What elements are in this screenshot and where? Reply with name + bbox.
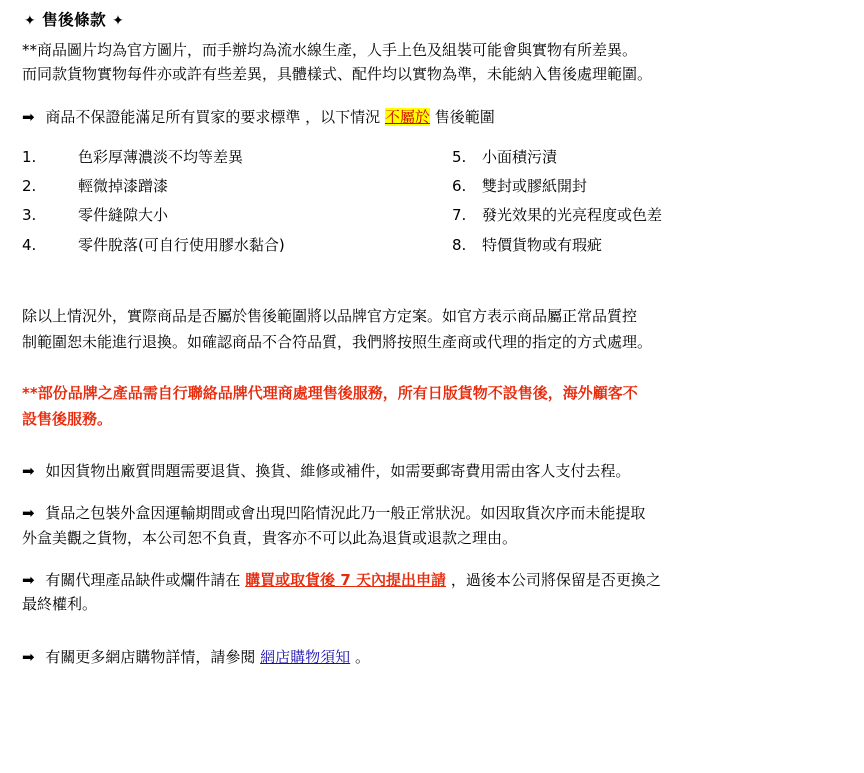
arrow-right-icon: ➡ [22, 462, 35, 481]
point-4-text-after: 。 [354, 647, 370, 666]
list-item [452, 201, 852, 230]
arrow-right-icon: ➡ [22, 107, 35, 126]
warning-line-1: **部份品牌之產品需自行聯絡品牌代理商處理售後服務，所有日版貨物不設售後，海外顧客不 [22, 384, 638, 403]
page-title [24, 8, 854, 30]
policy-line-2: 制範圍恕未能進行退換。如確認商品不合符品質，我們將按照生產商或代理的指定的方式處理。 [22, 332, 653, 351]
list-item-number: 4. [22, 235, 37, 254]
notice-text-after: 售後範圍 [434, 107, 495, 126]
point-4-text-before: 有關更多網店購物詳情，請參閱 [45, 647, 256, 666]
point-2-text-line-1: 貨品之包裝外盒因運輸期間或會出現凹陷情況此乃一般正常狀況。如因取貨次序而未能提取 [45, 504, 646, 523]
point-3-text-line-2: 最終權利。 [22, 595, 98, 614]
arrow-right-icon: ➡ [22, 647, 35, 666]
notice-text-before: 商品不保證能滿足所有買家的要求標準 ，以下情況 [45, 107, 381, 126]
point-1 [22, 459, 854, 483]
list-item-number: 3. [22, 206, 37, 225]
list-item-number: 1. [22, 147, 37, 166]
exclusions-column-left [22, 143, 452, 260]
intro-paragraph [22, 38, 854, 87]
point-2 [22, 501, 854, 550]
shopping-guide-link[interactable]: 網店購物須知 [260, 647, 351, 666]
list-item [22, 143, 452, 172]
point-3-text-before: 有關代理產品缺件或爛件請在 [45, 570, 241, 589]
point-1-text: 如因貨物出廠質問題需要退貨、換貨、維修或補件，如需要郵寄費用需由客人支付去程。 [45, 462, 631, 481]
list-item-number: 2. [22, 177, 37, 196]
list-item-number: 6. [452, 177, 467, 196]
warning-paragraph [22, 381, 854, 433]
point-3-text-after: ，過後本公司將保留是否更換之 [450, 570, 661, 589]
policy-paragraph [22, 304, 854, 356]
diamond-icon-right: ✦ [112, 13, 125, 29]
point-3-emphasis: 購買或取貨後 7 天內提出申請 [245, 570, 447, 589]
list-item-label: 雙封或膠紙開封 [482, 177, 588, 196]
diamond-icon-left: ✦ [24, 13, 37, 29]
list-item-label: 零件縫隙大小 [78, 206, 169, 225]
list-item [22, 231, 452, 260]
notice-highlight: 不屬於 [384, 107, 430, 126]
list-item-label: 零件脫落(可自行使用膠水黏合) [78, 235, 285, 254]
notice-paragraph [22, 105, 854, 129]
list-item-label: 特價貨物或有瑕疵 [482, 235, 603, 254]
list-item-number: 8. [452, 235, 467, 254]
policy-line-1: 除以上情況外，實際商品是否屬於售後範圍將以品牌官方定案。如官方表示商品屬正常品質控 [22, 306, 638, 325]
exclusions-column-right [452, 143, 852, 260]
page-title-text: 售後條款 [42, 11, 107, 29]
list-item [452, 231, 852, 260]
intro-line-1: **商品圖片均為官方圖片，而手辦均為流水線生產，人手上色及組裝可能會與實物有所差異。 [22, 41, 638, 59]
arrow-right-icon: ➡ [22, 570, 35, 589]
point-3 [22, 568, 854, 617]
list-item-label: 小面積污漬 [482, 147, 558, 166]
list-item [452, 143, 852, 172]
arrow-right-icon: ➡ [22, 504, 35, 523]
list-item-label: 輕微掉漆蹭漆 [78, 177, 169, 196]
list-item [452, 172, 852, 201]
point-2-text-line-2: 外盒美觀之貨物，本公司恕不負責，貴客亦不可以此為退貨或退款之理由。 [22, 528, 518, 547]
warning-line-2: 設售後服務。 [22, 410, 113, 429]
list-item-number: 5. [452, 147, 467, 166]
list-item [22, 201, 452, 230]
list-item [22, 172, 452, 201]
list-item-label: 發光效果的光亮程度或色差 [482, 206, 663, 225]
point-4 [22, 645, 854, 669]
list-item-label: 色彩厚薄濃淡不均等差異 [78, 147, 244, 166]
intro-line-2: 而同款貨物實物每件亦或許有些差異，具體樣式、配件均以實物為準，未能納入售後處理範圍。 [22, 65, 653, 84]
exclusions-list [22, 143, 854, 260]
list-item-number: 7. [452, 206, 467, 225]
